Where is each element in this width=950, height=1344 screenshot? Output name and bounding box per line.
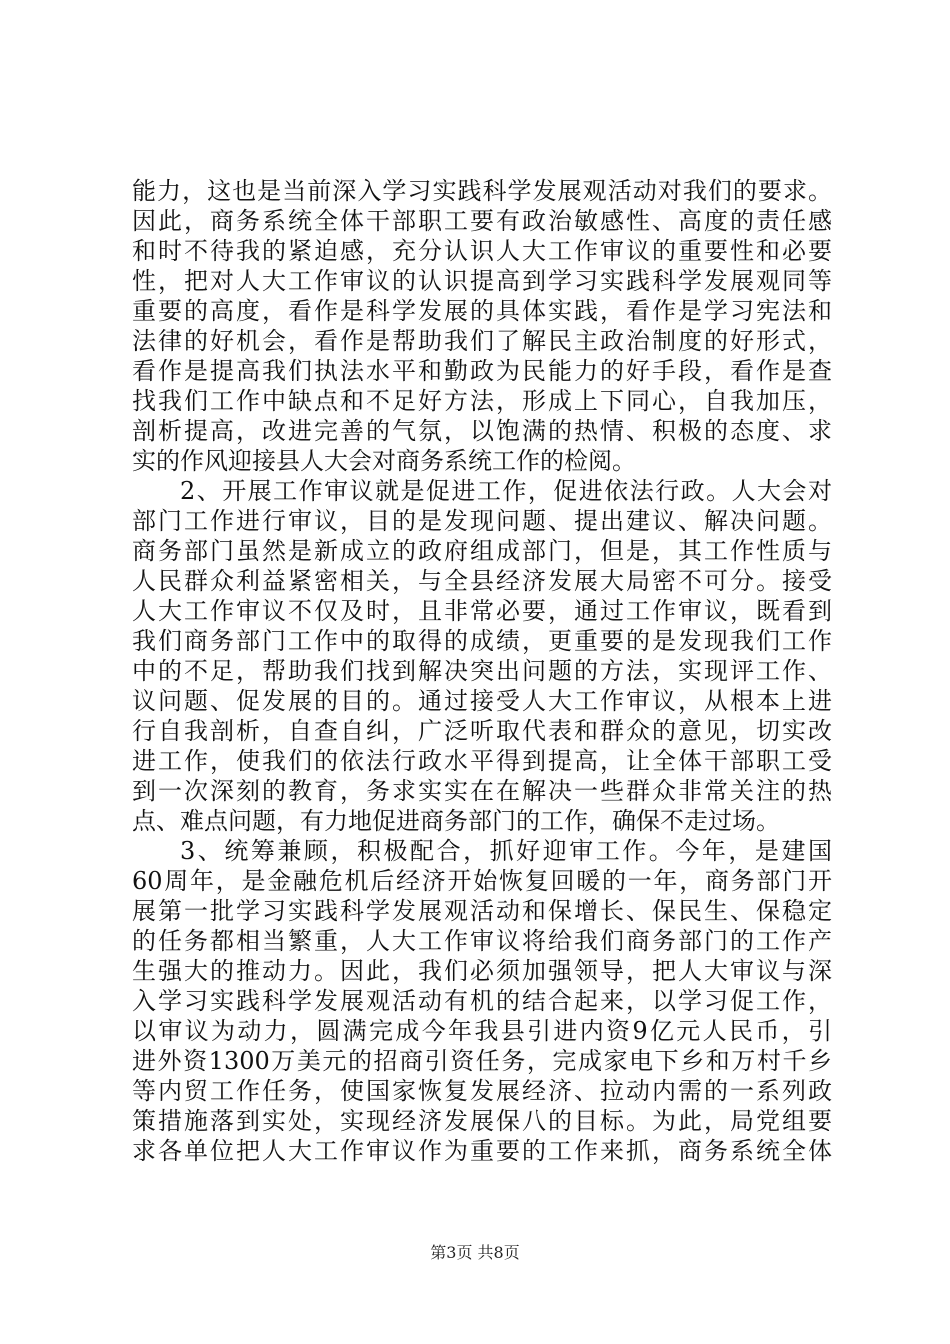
- paragraph-2-first-line: 2、开展工作审议就是促进工作，促进依法行政。人大会对: [180, 477, 832, 505]
- text-line: 人民群众利益紧密相关，与全县经济发展大局密不可分。接受: [132, 567, 832, 595]
- text-line: 看作是提高我们执法水平和勤政为民能力的好手段，看作是查: [132, 357, 832, 385]
- text-line: 性，把对人大工作审议的认识提高到学习实践科学发展观同等: [132, 267, 832, 295]
- text-line: 等内贸工作任务，使国家恢复发展经济、拉动内需的一系列政: [132, 1077, 832, 1105]
- text-line: 中的不足，帮助我们找到解决突出问题的方法，实现评工作、: [132, 657, 832, 685]
- text-line: 策措施落到实处，实现经济发展保八的目标。为此，局党组要: [132, 1107, 832, 1135]
- text-line: 重要的高度，看作是科学发展的具体实践，看作是学习宪法和: [132, 297, 832, 325]
- text-line: 行自我剖析，自查自纠，广泛听取代表和群众的意见，切实改: [132, 717, 832, 745]
- text-line: 60周年，是金融危机后经济开始恢复回暖的一年，商务部门开: [132, 867, 832, 895]
- text-line: 实的作风迎接县人大会对商务系统工作的检阅。: [132, 447, 636, 475]
- text-line: 找我们工作中缺点和不足好方法，形成上下同心，自我加压，: [132, 387, 832, 415]
- text-line: 和时不待我的紧迫感，充分认识人大工作审议的重要性和必要: [132, 237, 832, 265]
- text-line: 议问题、促发展的目的。通过接受人大工作审议，从根本上进: [132, 687, 832, 715]
- paragraph-3-first-line: 3、统筹兼顾，积极配合，抓好迎审工作。今年，是建国: [180, 837, 832, 865]
- text-line: 部门工作进行审议，目的是发现问题、提出建议、解决问题。: [132, 507, 832, 535]
- text-line: 入学习实践科学发展观活动有机的结合起来，以学习促工作，: [132, 987, 832, 1015]
- body-text: [132, 176, 832, 1166]
- text-line: 点、难点问题，有力地促进商务部门的工作，确保不走过场。: [132, 807, 780, 835]
- text-line: 进外资1300万美元的招商引资任务，完成家电下乡和万村千乡: [132, 1047, 832, 1075]
- text-line: 人大工作审议不仅及时，且非常必要，通过工作审议，既看到: [132, 597, 832, 625]
- text-line: 到一次深刻的教育，务求实实在在解决一些群众非常关注的热: [132, 777, 832, 805]
- text-line: 的任务都相当繁重，人大工作审议将给我们商务部门的工作产: [132, 927, 832, 955]
- text-line: 剖析提高，改进完善的气氛，以饱满的热情、积极的态度、求: [132, 417, 832, 445]
- text-line: 进工作，使我们的依法行政水平得到提高，让全体干部职工受: [132, 747, 832, 775]
- text-line: 商务部门虽然是新成立的政府组成部门，但是，其工作性质与: [132, 537, 832, 565]
- text-line: 法律的好机会，看作是帮助我们了解民主政治制度的好形式，: [132, 327, 832, 355]
- page-number-footer: 第3页 共8页: [430, 1243, 520, 1262]
- text-line: 生强大的推动力。因此，我们必须加强领导，把人大审议与深: [132, 957, 832, 985]
- text-line: 因此，商务系统全体干部职工要有政治敏感性、高度的责任感: [132, 207, 832, 235]
- text-line: 我们商务部门工作中的取得的成绩，更重要的是发现我们工作: [132, 627, 832, 655]
- text-line: 能力，这也是当前深入学习实践科学发展观活动对我们的要求。: [132, 177, 832, 205]
- text-line: 展第一批学习实践科学发展观活动和保增长、保民生、保稳定: [132, 897, 832, 925]
- text-line: 以审议为动力，圆满完成今年我县引进内资9亿元人民币，引: [132, 1017, 832, 1045]
- text-line: 求各单位把人大工作审议作为重要的工作来抓，商务系统全体: [132, 1137, 832, 1165]
